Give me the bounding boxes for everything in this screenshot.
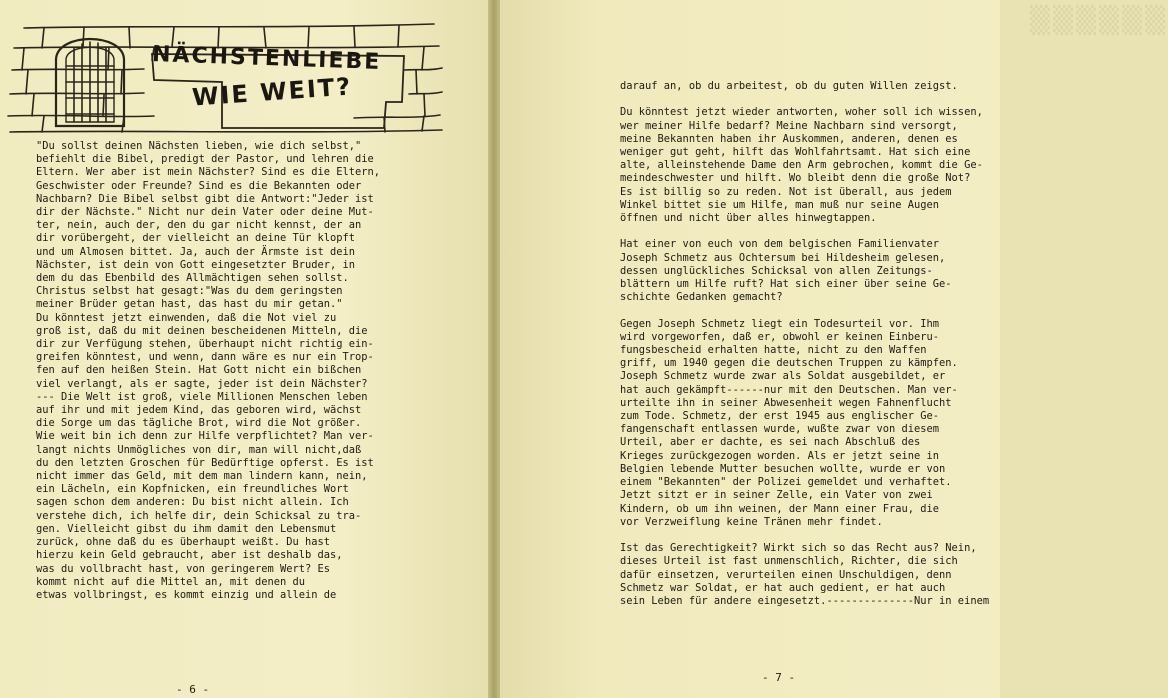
paragraph: Gegen Joseph Schmetz liegt ein Todesurteil vor. Ihm wird vorgeworfen, daß er, obwohl er keinen Einberu- fungsbescheid erhalten hatte, nicht zu den Waffen griff, um 1940 gegen die deutschen Truppen zu kämpfen. Joseph Schmetz wurde zwar als Soldat ausgebildet, er hat auch gekämpft------nur mit den Deutschen. Man ver- urteilte ihn in seiner Abwesenheit wegen Fahnenflucht zum Tode. Schmetz, der erst 1945 aus englischer Ge- fangenschaft entlassen wurde, wußte zwar von diesem Urteil, aber er dachte, es sei nach Abschluß des Krieges zurückgezogen worden. Als er jetzt seine in Belgien lebende Mutter besuchen wollte, wurde er von einem "Bekannten" der Polizei gemeldet und verhaftet. Jetzt sitzt er in seiner Zelle, ein Vater von zwei Kindern, ob um ihn weinen, der Mann einer Frau, die vor Verzweiflung keine Tränen mehr findet. <box>620 317 958 528</box>
page-number-right: - 7 - <box>762 671 796 684</box>
page-number-left: - 6 - <box>176 683 210 696</box>
paragraph: darauf an, ob du arbeitest, ob du guten Willen zeigst. <box>620 80 958 92</box>
show-through-ghost: ▒▒▒▒▒▒ <box>1030 6 1168 36</box>
headline-line-1: NÄCHSTENLIEBE <box>151 42 382 75</box>
right-page-text <box>620 80 989 608</box>
book-gutter <box>488 0 500 698</box>
paragraph: "Du sollst deinen Nächsten lieben, wie dich selbst," befiehlt die Bibel, predigt der Pastor, und lehren die Eltern. Wer aber ist mein Nächster? Sind es die Eltern, Geschwister oder Freunde? Sind es die Bekannten oder Nachbarn? Die Bibel selbst gibt die Antwort:"Jeder ist dir der Nächste." Nicht nur dein Vater oder deine Mut- ter, nein, auch der, den du gar nicht kennst, der an dir vorübergeht, der vielleicht an deine Tür klopft und um Almosen bittet. Ja, auch der Ärmste ist dein Nächster, ist dein von Gott eingesetzter Bruder, in dem du das Ebenbild des Allmächtigen sehen sollst. <box>36 140 381 285</box>
paragraph: Hat einer von euch von dem belgischen Familienvater Joseph Schmetz aus Ochtersum bei Hildesheim gelesen, dessen unglückliches Schicksal von allen Zeitungs- blättern um Hilfe ruft? Hat sich einer über seine Ge- schichte Gedanken gemacht? <box>620 238 952 304</box>
paragraph: Du könntest jetzt wieder antworten, woher soll ich wissen, wer meiner Hilfe bedarf? Meine Nachbarn sind versorgt, meine Bekannten haben ihr Auskommen, anderen, denen es weniger gut geht, hilft das Wohlfahrtsamt. Hat sich eine alte, alleinstehende Dame den Arm gebrochen, kommt die Ge- meindeschwester und hilft. Wo bleibt denn die große Not? Es ist billig so zu reden. Not ist überall, aus jedem Winkel bittet sie um Hilfe, man muß nur seine Augen öffnen und nicht über alles hinwegtappen. <box>620 106 983 225</box>
headline-line-2: WIE WEIT? <box>191 72 354 112</box>
paragraph: Ist das Gerechtigkeit? Wirkt sich so das Recht aus? Nein, dieses Urteil ist fast unmenschlich, Richter, die sich dafür einsetzen, verurteilen einen Unschuldigen, denn Schmetz war Soldat, er hat auch gedient, er hat auch sein Leben für andere eingesetzt.--------------Nur in einem <box>620 542 990 607</box>
left-page <box>0 0 488 698</box>
paragraph: Christus selbst hat gesagt:"Was du dem geringsten meiner Brüder getan hast, das hast du mir getan." Du könntest jetzt einwenden, daß die Not viel zu groß ist, daß du mit deinen bescheidenen Mitteln, die dir zur Verfügung stehen, überhaupt nicht richtig ein- greifen könntest, und wenn, dann wäre es nur ein Trop- fen auf den heißen Stein. Hat Gott nicht ein bißchen viel verlangt, als er sagte, jeder ist dein Nächster? --- Die Welt ist groß, viele Millionen Menschen leben auf ihr und mit jedem Kind, das geboren wird, wächst die Sorge um das tägliche Brot, wird die Not größer. Wie weit bin ich denn zur Hilfe verpflichtet? Man ver- langt nichts Unmögliches von dir, man will nicht,daß du den letzten Groschen für Bedürftige opferst. Es ist nicht immer das Geld, mit dem man lindern kann, nein, ein Lächeln, ein Kopfnicken, ein freundliches Wort sagen schon dem anderen: Du bist nicht allein. Ich verstehe dich, ich helfe dir, dein Schicksal zu tra- gen. Vielleicht gibst du ihm damit den Lebensmut zurück, ohne daß du es überhaupt weißt. Du hast hierzu kein Geld gebraucht, aber ist deshalb das, was du vollbracht hast, von geringerem Wert? Es kommt nicht auf die Mittel an, mit denen du etwas vollbringst, es kommt einzig und allein de <box>36 285 374 601</box>
left-page-text <box>36 140 380 602</box>
